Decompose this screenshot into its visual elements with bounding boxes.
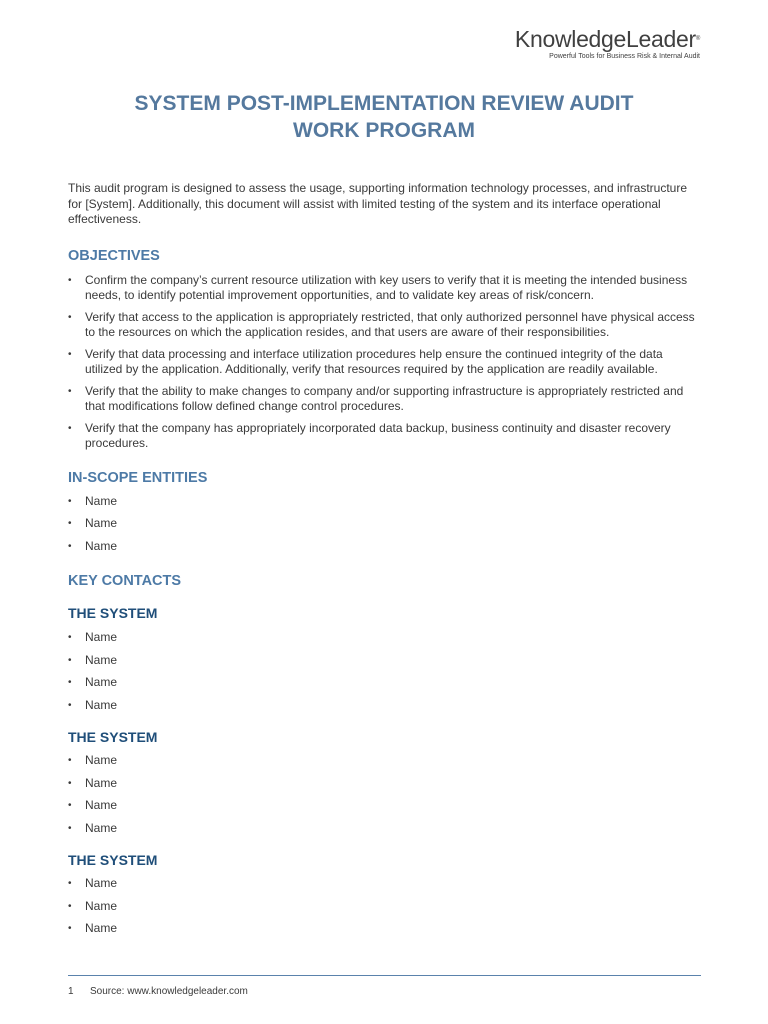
page-title-line-2: WORK PROGRAM [293,119,475,142]
contact-group-list [68,876,702,936]
footnote-source: Source: www.knowledgeleader.com [90,986,248,997]
list-item: • Name [68,921,702,936]
list-item: • Name [68,876,702,891]
page-title-line-1: SYSTEM POST-IMPLEMENTATION REVIEW AUDIT [134,92,634,115]
footnote [68,986,248,997]
contact-group-heading: THE SYSTEM [68,852,158,868]
in-scope-entities-list [68,494,702,554]
contact-group-list [68,630,702,713]
list-item: • Name [68,776,702,791]
objectives-list [68,273,702,451]
list-item: • Name [68,630,702,645]
footnote-divider [68,975,701,976]
list-item: • Name [68,494,702,509]
list-item: • Name [68,753,702,768]
logo-registered-mark: ® [695,36,700,42]
page-title [0,90,768,144]
objective-item: • Verify that access to the application is appropriately restricted, that only authorized personnel have physical access to the resources on which the application resides, and that users are aware of their responsibilities. [68,310,702,340]
key-contacts-heading: KEY CONTACTS [68,572,182,589]
contact-group-heading: THE SYSTEM [68,728,158,745]
in-scope-entities-heading: IN-SCOPE ENTITIES [68,469,208,486]
list-item: • Name [68,698,702,713]
logo-wordmark [515,26,700,52]
contact-group-heading: THE SYSTEM [68,604,158,621]
list-item: • Name [68,821,702,836]
footnote-number: 1 [68,986,74,997]
knowledgeleader-logo [515,26,700,60]
objective-item: • Verify that the company has appropriately incorporated data backup, business continuity and disaster recovery procedures. [68,421,702,451]
logo-wordmark-part2: Leader [626,26,696,52]
list-item: • Name [68,675,702,690]
list-item: • Name [68,516,702,531]
logo-wordmark-part1: Knowledge [514,26,627,52]
list-item: • Name [68,539,702,554]
intro-paragraph: This audit program is designed to assess the usage, supporting information technology processes, and infrastructure for [System]. Additionally, this document will assist with limited testing of the system and its interface operational effectiveness. [68,181,688,226]
logo-tagline: Powerful Tools for Business Risk & Internal Audit [549,53,700,60]
objective-item: • Verify that data processing and interface utilization procedures help ensure the continued integrity of the data utilized by the application. Additionally, verify that resources required by the application are readily available. [68,347,702,377]
list-item: • Name [68,653,702,668]
objectives-heading: OBJECTIVES [68,247,160,264]
document-body [68,181,702,944]
list-item: • Name [68,899,702,914]
contact-group-list [68,753,702,836]
list-item: • Name [68,798,702,813]
objective-item: • Confirm the company’s current resource utilization with key users to verify that it is meeting the intended business needs, to identify potential improvement opportunities, and to validate key areas of risk/concern. [68,273,702,303]
objective-item: • Verify that the ability to make changes to company and/or supporting infrastructure is appropriately restricted and that modifications follow defined change control procedures. [68,384,702,414]
